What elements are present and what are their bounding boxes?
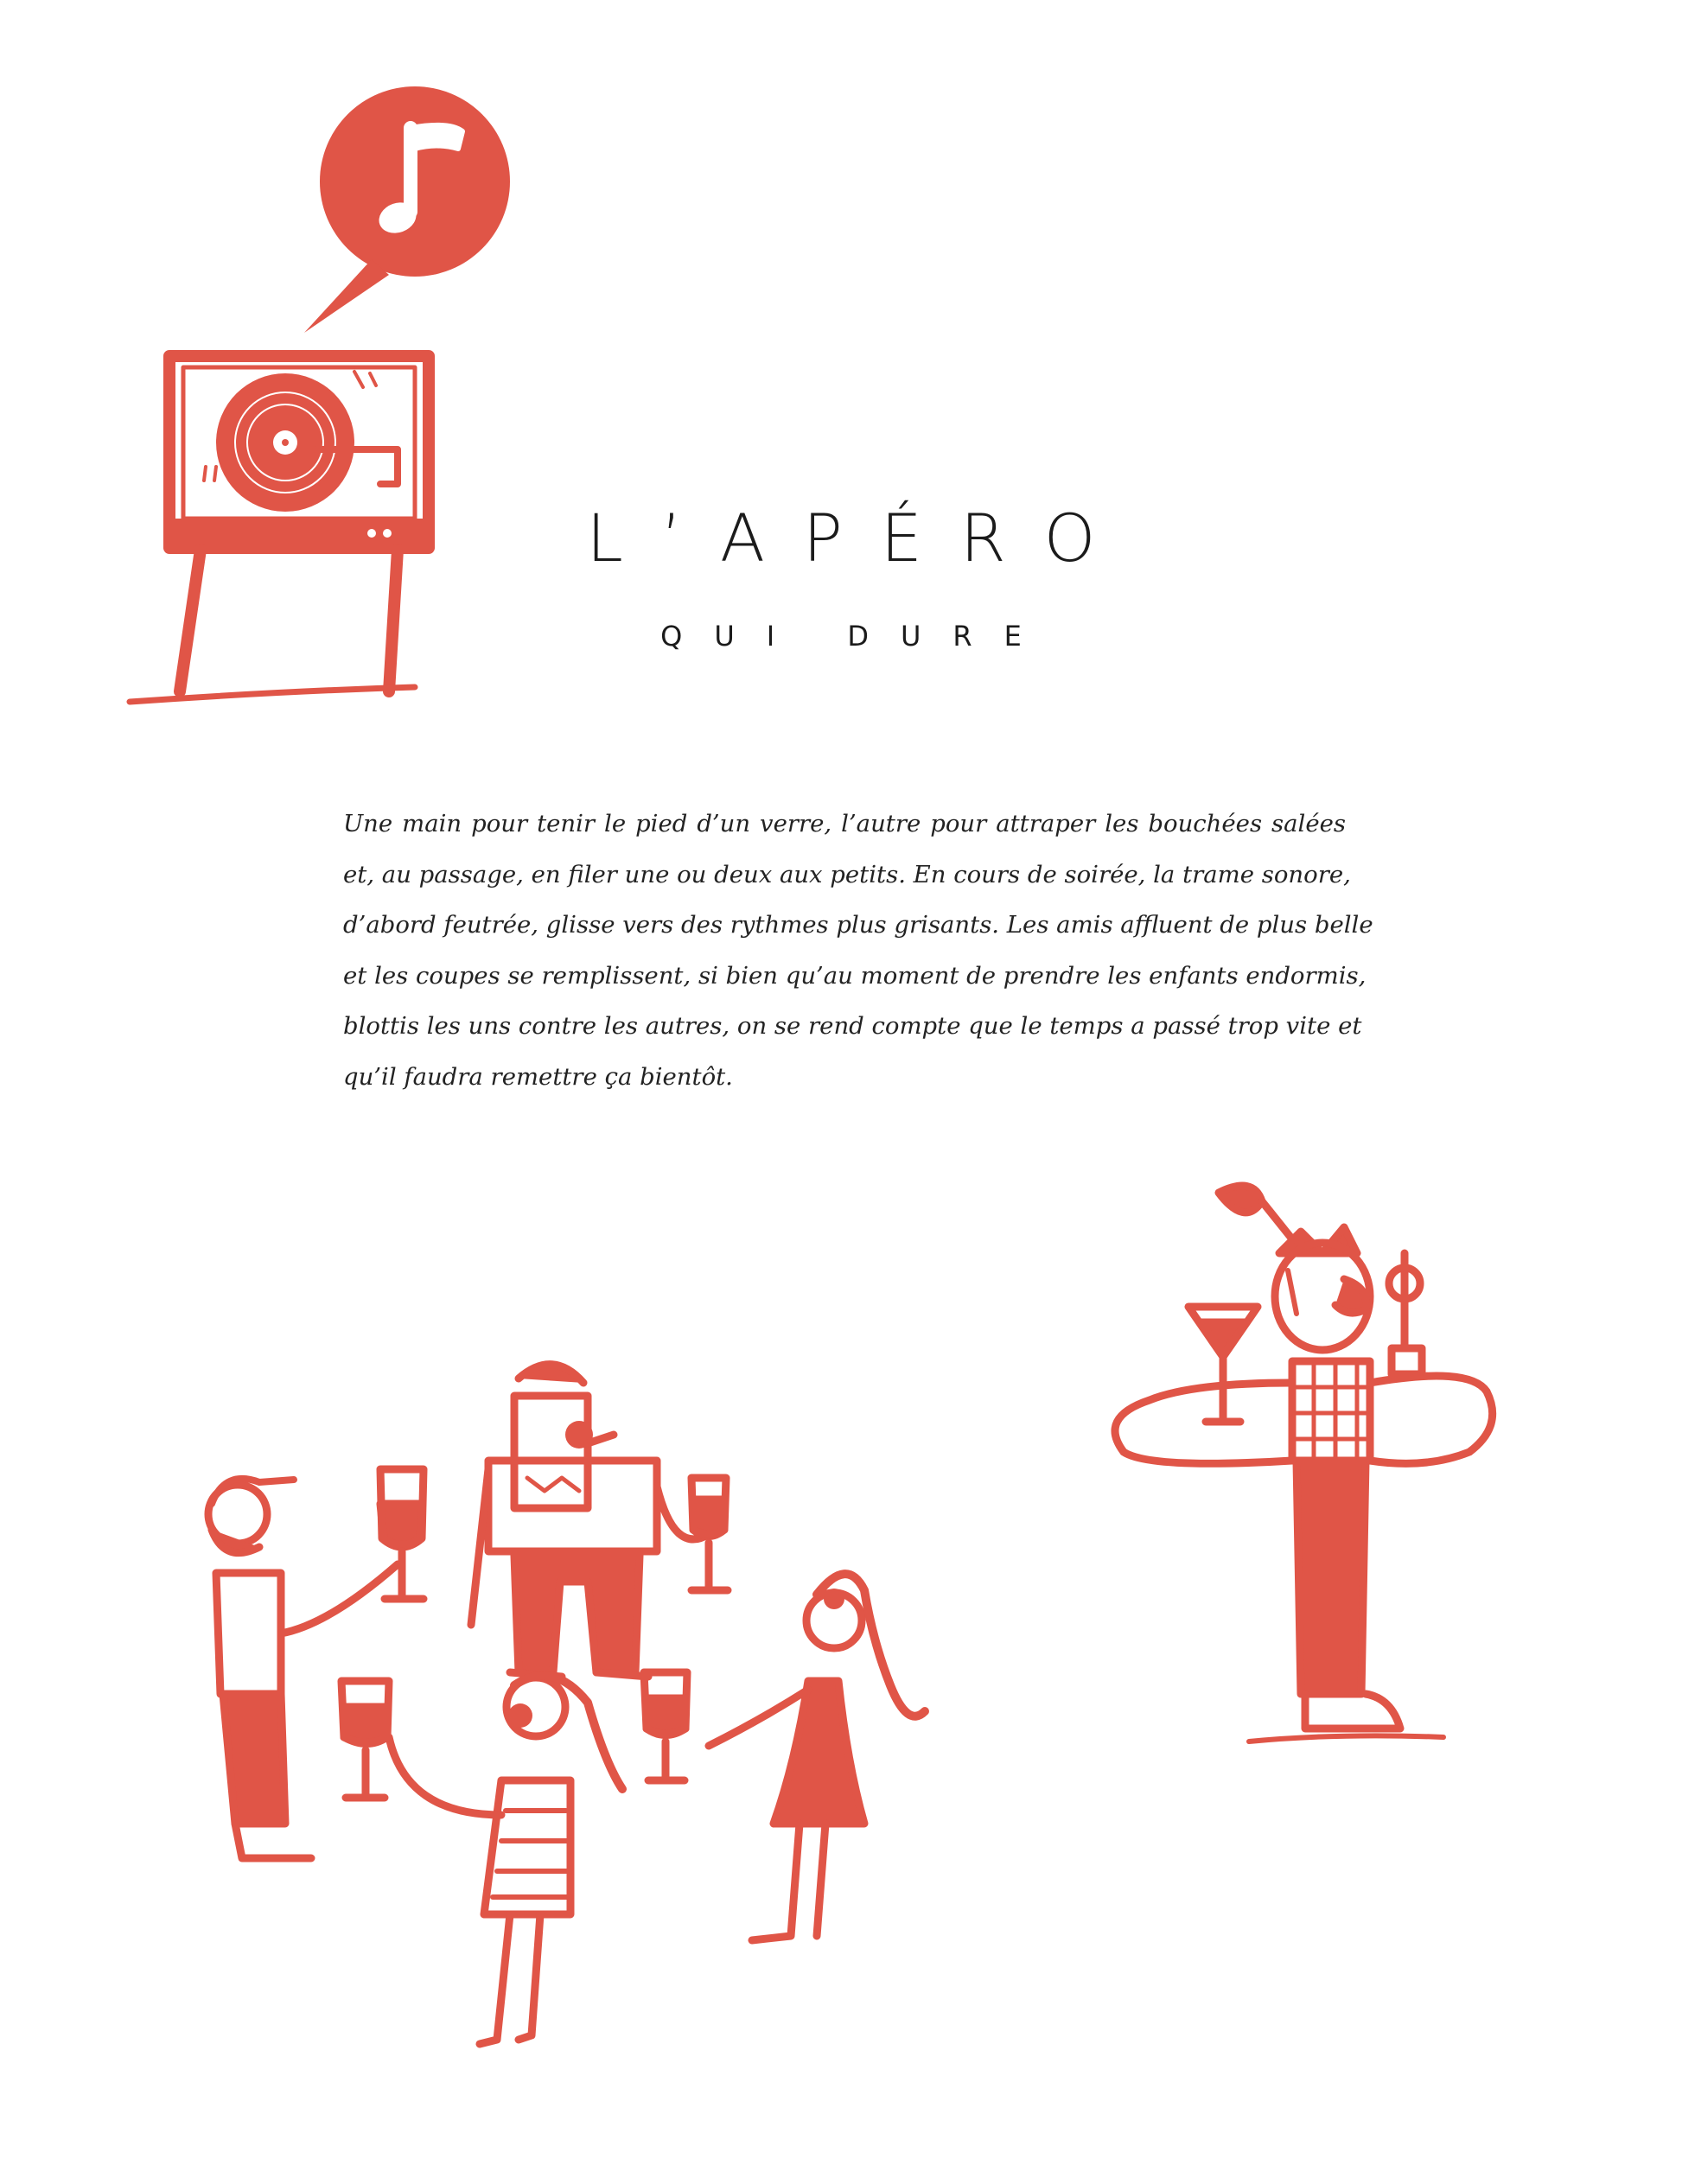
paragraph-line: Une main pour tenir le pied d’un verre, l’autre pour attraper les bouchées salées (343, 810, 1346, 837)
party-guests-illustration (208, 1365, 925, 2044)
guest-with-cocktail-illustration (1115, 1186, 1493, 1741)
paragraph-line: et les coupes se remplissent, si bien qu’au moment de prendre les enfants endormis, (343, 961, 1367, 990)
page-subtitle: QUI DURE (660, 620, 1054, 653)
page-title: L’APÉRO (586, 500, 1134, 576)
paragraph-line: et, au passage, en filer une ou deux aux petits. En cours de soirée, la trame sonore, (343, 860, 1351, 888)
body-paragraph (343, 799, 1373, 1102)
paragraph-line: qu’il faudra remettre ça bientôt. (343, 1062, 733, 1091)
music-note-bubble-icon (304, 86, 510, 333)
paragraph-line: d’abord feutrée, glisse vers des rythmes plus grisants. Les amis affluent de plus belle (343, 911, 1373, 939)
paragraph-line: blottis les uns contre les autres, on se rend compte que le temps a passé trop vite et (343, 1012, 1362, 1040)
